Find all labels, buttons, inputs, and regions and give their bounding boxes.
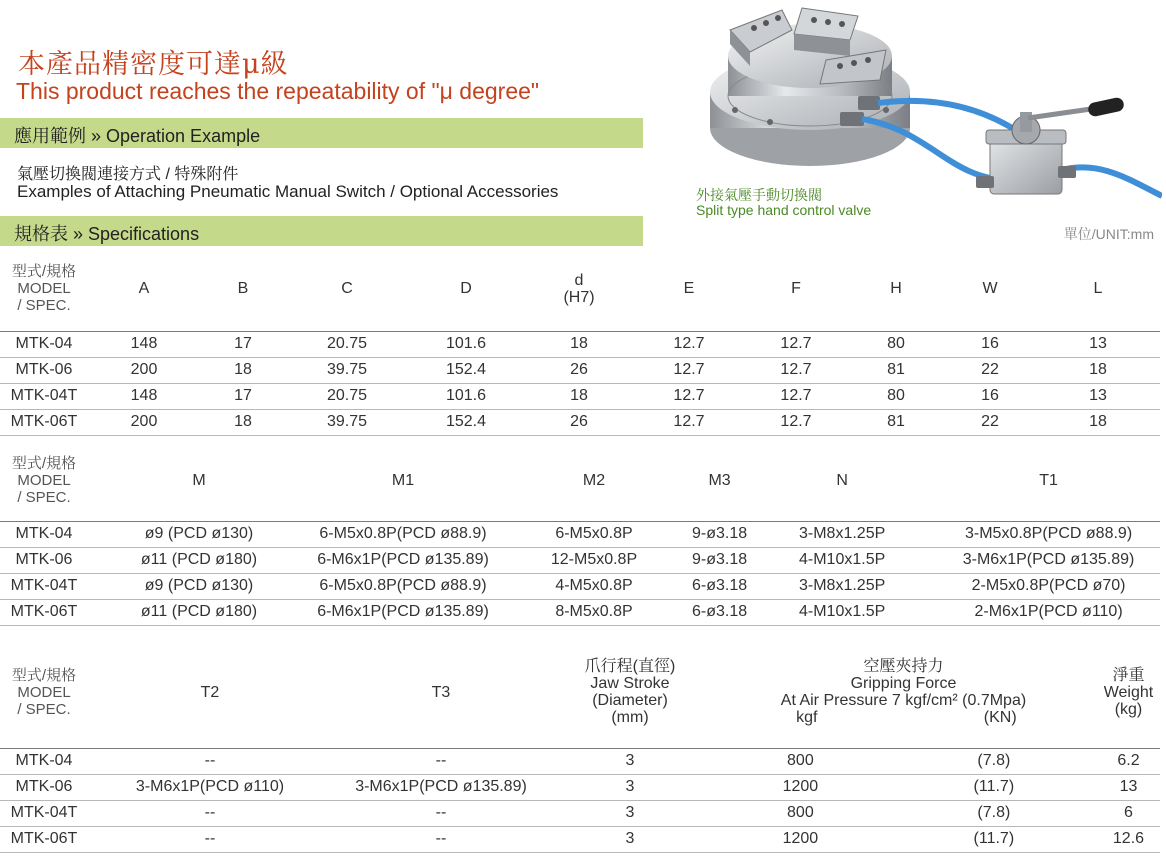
value-cell: 12.7 (634, 383, 744, 409)
value-cell: 17 (200, 383, 286, 409)
header-m: M (88, 441, 310, 521)
model-cell: MTK-06 (0, 774, 88, 800)
value-cell: 39.75 (286, 409, 408, 435)
header-h7: (H7) (563, 288, 595, 306)
gripping-force-kn: (KN) (983, 709, 1017, 727)
value-cell: 200 (88, 409, 200, 435)
value-cell: ø11 (PCD ø180) (88, 599, 310, 625)
weight-cell: 6 (1097, 800, 1160, 826)
photo-caption-english: Split type hand control valve (696, 202, 872, 218)
value-cell: 9-ø3.18 (692, 521, 747, 547)
value-cell: 148 (88, 331, 200, 357)
header-b: B (200, 247, 286, 331)
header-h: H (848, 247, 944, 331)
model-header-en1: MODEL (17, 472, 71, 490)
attach-text-english: Examples of Attaching Pneumatic Manual Switch / Optional Accessories (17, 182, 559, 201)
specifications-band (0, 216, 643, 246)
gripping-force-units (710, 709, 1097, 726)
header-l: L (1036, 247, 1160, 331)
value-cell: 3-M6x1P(PCD ø135.89) (937, 547, 1160, 573)
model-header-cn: 型式/規格 (11, 263, 77, 281)
header-f: F (744, 247, 848, 331)
gripping-force-cn: 空壓夾持力 (863, 658, 944, 676)
table-header-row (0, 247, 1160, 331)
t2-cell: -- (88, 800, 332, 826)
table-row (0, 331, 1160, 357)
model-cell: MTK-04T (0, 383, 88, 409)
value-cell: ø9 (PCD ø130) (88, 521, 310, 547)
value-cell: 9-ø3.18 (692, 547, 747, 573)
value-cell: 12.7 (634, 409, 744, 435)
value-cell: ø9 (PCD ø130) (88, 573, 310, 599)
weight-unit: (kg) (1114, 700, 1143, 718)
table-row (0, 409, 1160, 435)
weight-cell: 6.2 (1097, 748, 1160, 774)
value-cell: 81 (848, 357, 944, 383)
value-cell: 4-M10x1.5P (747, 547, 937, 573)
model-header (0, 247, 88, 331)
model-header-cn: 型式/規格 (11, 455, 77, 473)
header-d-h7 (524, 247, 634, 331)
model-cell: MTK-04 (0, 748, 88, 774)
weight-cell: 12.6 (1097, 826, 1160, 852)
table-row (0, 599, 1160, 625)
model-header-en2: / SPEC. (17, 489, 71, 507)
value-cell: 12.7 (744, 357, 848, 383)
jaw-stroke-en2: (Diameter) (592, 692, 668, 710)
model-header (0, 441, 88, 521)
value-cell: 6-M5x0.8P(PCD ø88.9) (310, 573, 496, 599)
value-cell: 12.7 (744, 383, 848, 409)
header-w: W (944, 247, 1036, 331)
jaw-stroke-en1: Jaw Stroke (590, 675, 670, 693)
value-cell: 26 (524, 409, 634, 435)
gripping-force-kgf: kgf (796, 709, 818, 727)
specifications-label: 規格表 » Specifications (14, 224, 200, 244)
value-cell: 6-M6x1P(PCD ø135.89) (310, 547, 496, 573)
unit-label: 單位/UNIT:mm (1063, 226, 1154, 242)
model-cell: MTK-06 (0, 547, 88, 573)
gripping-kgf-cell: 800 (710, 748, 891, 774)
header-d-lower: d (574, 271, 584, 289)
table-header-row (0, 637, 1160, 748)
jaw-stroke-cn: 爪行程(直徑) (584, 658, 676, 676)
table-row (0, 547, 1160, 573)
header-m2: M2 (496, 441, 692, 521)
value-cell: 6-M5x0.8P (496, 521, 692, 547)
model-cell: MTK-06T (0, 599, 88, 625)
table-row (0, 383, 1160, 409)
model-cell: MTK-06T (0, 826, 88, 852)
header-n: N (747, 441, 937, 521)
table-header-row (0, 441, 1160, 521)
photo-caption-chinese: 外接氣壓手動切換閥 (696, 187, 822, 203)
value-cell: 18 (200, 357, 286, 383)
value-cell: 2-M6x1P(PCD ø110) (937, 599, 1160, 625)
value-cell: 3-M8x1.25P (747, 521, 937, 547)
value-cell: 152.4 (408, 409, 524, 435)
value-cell: 39.75 (286, 357, 408, 383)
value-cell: 12.7 (744, 409, 848, 435)
model-header-en1: MODEL (17, 280, 71, 298)
gripping-force-en2: At Air Pressure 7 kgf/cm² (0.7Mpa) (780, 692, 1027, 710)
value-cell: 101.6 (408, 331, 524, 357)
value-cell: 3-M8x1.25P (747, 573, 937, 599)
value-cell: 20.75 (286, 383, 408, 409)
model-header-en2: / SPEC. (17, 700, 71, 718)
value-cell: 8-M5x0.8P (496, 599, 692, 625)
t2-cell: -- (88, 826, 332, 852)
value-cell: 3-M5x0.8P(PCD ø88.9) (937, 521, 1160, 547)
gripping-kgf-cell: 800 (710, 800, 891, 826)
gripping-force-en1: Gripping Force (850, 675, 957, 693)
title-english: This product reaches the repeatability of "μ degree" (16, 78, 540, 104)
value-cell: 148 (88, 383, 200, 409)
jaw-stroke-cell: 3 (550, 800, 710, 826)
value-cell: 80 (848, 331, 944, 357)
t2-cell: 3-M6x1P(PCD ø110) (88, 774, 332, 800)
model-cell: MTK-04T (0, 800, 88, 826)
value-cell: 4-M5x0.8P (496, 573, 692, 599)
spec-table-1 (0, 247, 1160, 436)
model-cell: MTK-04T (0, 573, 88, 599)
value-cell: 16 (944, 331, 1036, 357)
header-m3: M3 (692, 441, 747, 521)
weight-cell: 13 (1097, 774, 1160, 800)
value-cell: 18 (524, 331, 634, 357)
header-weight (1097, 637, 1160, 748)
spec-table-2 (0, 441, 1160, 626)
t3-cell: -- (332, 800, 550, 826)
title-chinese: 本產品精密度可達μ級 (18, 49, 289, 80)
gripping-kn-cell: (7.8) (891, 748, 1097, 774)
value-cell: 26 (524, 357, 634, 383)
jaw-stroke-cell: 3 (550, 774, 710, 800)
table-row (0, 800, 1160, 826)
value-cell: 6-ø3.18 (692, 573, 747, 599)
gripping-kn-cell: (7.8) (891, 800, 1097, 826)
t3-cell: -- (332, 748, 550, 774)
header-gripping-force (710, 637, 1097, 748)
value-cell: 81 (848, 409, 944, 435)
table-row (0, 774, 1160, 800)
gripping-kgf-cell: 1200 (710, 774, 891, 800)
table-row (0, 748, 1160, 774)
value-cell: 22 (944, 409, 1036, 435)
value-cell: 4-M10x1.5P (747, 599, 937, 625)
value-cell: 18 (1036, 409, 1160, 435)
value-cell: 13 (1036, 383, 1160, 409)
value-cell: 20.75 (286, 331, 408, 357)
header-jaw-stroke (550, 637, 710, 748)
value-cell: 2-M5x0.8P(PCD ø70) (937, 573, 1160, 599)
spec-table-3 (0, 637, 1160, 853)
t3-cell: -- (332, 826, 550, 852)
model-header (0, 637, 88, 748)
model-cell: MTK-04 (0, 521, 88, 547)
header-d: D (408, 247, 524, 331)
weight-cn: 淨重 (1112, 666, 1145, 684)
header-m1: M1 (310, 441, 496, 521)
table-row (0, 521, 1160, 547)
value-cell: ø11 (PCD ø180) (88, 547, 310, 573)
value-cell: 22 (944, 357, 1036, 383)
value-cell: 12.7 (634, 357, 744, 383)
value-cell: 18 (524, 383, 634, 409)
table-row (0, 826, 1160, 852)
weight-en: Weight (1103, 683, 1154, 701)
value-cell: 12-M5x0.8P (496, 547, 692, 573)
value-cell: 18 (200, 409, 286, 435)
gripping-kgf-cell: 1200 (710, 826, 891, 852)
value-cell: 101.6 (408, 383, 524, 409)
header-t2: T2 (88, 637, 332, 748)
value-cell: 80 (848, 383, 944, 409)
operation-example-label: 應用範例 » Operation Example (14, 126, 261, 146)
value-cell: 6-ø3.18 (692, 599, 747, 625)
value-cell: 17 (200, 331, 286, 357)
header-t3: T3 (332, 637, 550, 748)
operation-example-band (0, 118, 643, 148)
header-c: C (286, 247, 408, 331)
model-header-en2: / SPEC. (17, 297, 71, 315)
gripping-kn-cell: (11.7) (891, 826, 1097, 852)
header-e: E (634, 247, 744, 331)
header-t1: T1 (937, 441, 1160, 521)
value-cell: 18 (1036, 357, 1160, 383)
t2-cell: -- (88, 748, 332, 774)
table-row (0, 357, 1160, 383)
model-cell: MTK-04 (0, 331, 88, 357)
header-a: A (88, 247, 200, 331)
model-cell: MTK-06T (0, 409, 88, 435)
attach-text-chinese: 氣壓切換閥連接方式 / 特殊附件 (17, 166, 239, 183)
value-cell: 6-M5x0.8P(PCD ø88.9) (310, 521, 496, 547)
model-header-en1: MODEL (17, 683, 71, 701)
model-header-cn: 型式/規格 (11, 666, 77, 684)
value-cell: 200 (88, 357, 200, 383)
gripping-kn-cell: (11.7) (891, 774, 1097, 800)
t3-cell: 3-M6x1P(PCD ø135.89) (332, 774, 550, 800)
jaw-stroke-unit: (mm) (611, 709, 649, 727)
value-cell: 16 (944, 383, 1036, 409)
jaw-stroke-cell: 3 (550, 748, 710, 774)
value-cell: 6-M6x1P(PCD ø135.89) (310, 599, 496, 625)
value-cell: 13 (1036, 331, 1160, 357)
jaw-stroke-cell: 3 (550, 826, 710, 852)
model-cell: MTK-06 (0, 357, 88, 383)
value-cell: 152.4 (408, 357, 524, 383)
value-cell: 12.7 (744, 331, 848, 357)
value-cell: 12.7 (634, 331, 744, 357)
table-row (0, 573, 1160, 599)
